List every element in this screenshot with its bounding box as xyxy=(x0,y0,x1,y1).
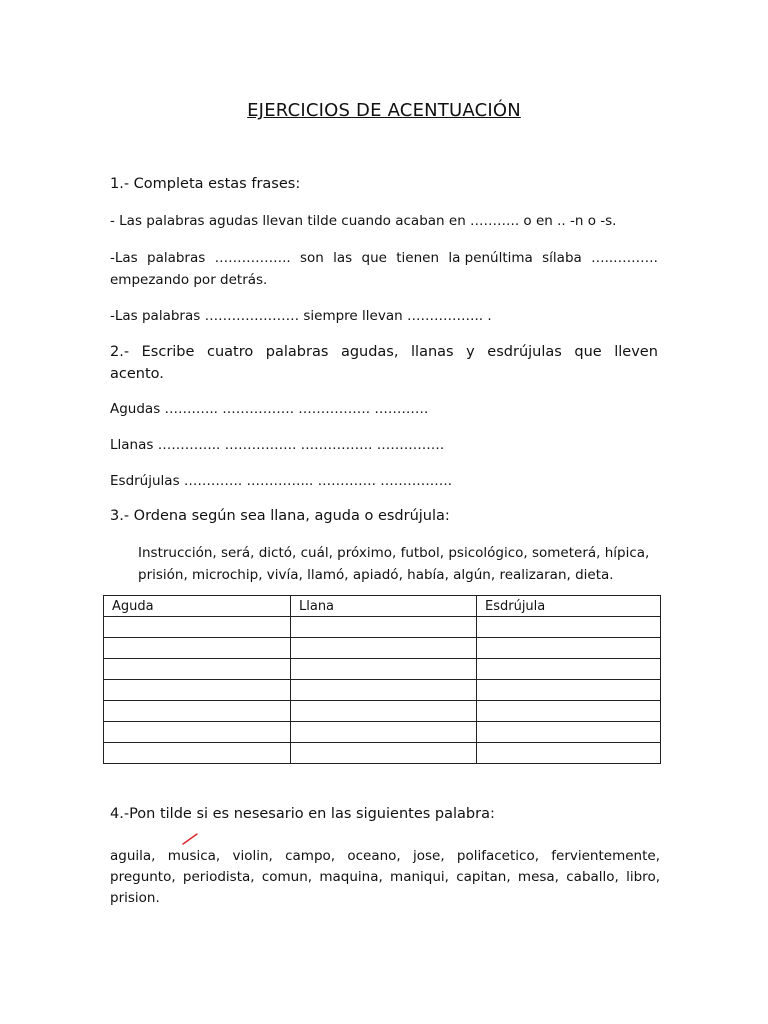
table-row xyxy=(104,701,661,722)
table-cell[interactable] xyxy=(291,617,477,638)
exercise-2-heading-continuation: acento. xyxy=(110,366,164,382)
table-row xyxy=(104,638,661,659)
word: …..………. xyxy=(591,250,658,266)
table-cell[interactable] xyxy=(104,701,291,722)
exercise-1-heading: 1.- Completa estas frases: xyxy=(110,176,301,192)
llanas-line: Llanas ………….. ……………. ……………. …………… xyxy=(110,437,445,453)
table-cell[interactable] xyxy=(477,722,661,743)
word: que xyxy=(574,344,602,360)
word-list-line-1: Instrucción, será, dictó, cuál, próximo, futbol, psicológico, someterá, hípica, xyxy=(138,545,650,561)
word: palabras xyxy=(147,250,206,266)
table-row xyxy=(104,743,661,764)
table-cell[interactable] xyxy=(291,743,477,764)
table-body xyxy=(104,617,661,764)
agudas-line: Agudas …….….. ……………. ……………. ………… xyxy=(110,401,429,417)
table-cell[interactable] xyxy=(291,659,477,680)
table-header-row xyxy=(104,596,661,617)
table-cell[interactable] xyxy=(104,638,291,659)
table-cell[interactable] xyxy=(291,638,477,659)
exercise-2-heading-first-line xyxy=(110,341,658,363)
table-cell[interactable] xyxy=(477,680,661,701)
word: la penúltima xyxy=(448,250,533,266)
word: palabras xyxy=(265,344,329,360)
red-accent-mark xyxy=(181,832,201,846)
table-cell[interactable] xyxy=(291,701,477,722)
sentence-2-continuation: empezando por detrás. xyxy=(110,272,268,288)
table-cell[interactable] xyxy=(104,617,291,638)
header-llana: Llana xyxy=(291,596,477,617)
word: …………….. xyxy=(214,250,291,266)
exercise-4-word-list: aguila, musica, violin, campo, oceano, jose, polifacetico, fervientemente, pregunto, periodista, comun, maquina, maniqui, capitan, mesa, caballo, libro, prision. xyxy=(110,848,660,906)
table-cell[interactable] xyxy=(104,659,291,680)
word: tienen xyxy=(396,250,440,266)
sentence-2-first-line xyxy=(110,247,658,269)
word: Escribe xyxy=(141,344,195,360)
exercise-1-sentence-3: -Las palabras ………………… siempre llevan …………….. . xyxy=(110,308,492,324)
word: agudas, xyxy=(340,344,399,360)
word: son xyxy=(299,250,324,266)
word: esdrújulas xyxy=(487,344,562,360)
exercise-1-sentence-2 xyxy=(110,247,658,291)
exercise-3-word-list xyxy=(138,542,678,586)
word: 2.- xyxy=(110,344,130,360)
table-cell[interactable] xyxy=(104,743,291,764)
table-cell[interactable] xyxy=(291,722,477,743)
word: las xyxy=(333,250,353,266)
table-cell[interactable] xyxy=(104,680,291,701)
word: -Las xyxy=(110,250,138,266)
header-aguda: Aguda xyxy=(104,596,291,617)
header-esdrujula: Esdrújula xyxy=(477,596,661,617)
classification-table xyxy=(103,595,661,764)
table-row xyxy=(104,722,661,743)
table-row xyxy=(104,680,661,701)
table-row xyxy=(104,659,661,680)
table-cell[interactable] xyxy=(104,722,291,743)
word: que xyxy=(361,250,387,266)
esdrujulas-line: Esdrújulas …………. …………... …………. ……………. xyxy=(110,473,453,489)
table-cell[interactable] xyxy=(477,743,661,764)
exercise-4-heading: 4.-Pon tilde si es nesesario en las siguientes palabra: xyxy=(110,806,495,822)
table-cell[interactable] xyxy=(477,617,661,638)
table-row xyxy=(104,617,661,638)
table-cell[interactable] xyxy=(477,638,661,659)
table-cell[interactable] xyxy=(477,659,661,680)
page-title: EJERCICIOS DE ACENTUACIÓN xyxy=(247,100,521,121)
word: llanas xyxy=(411,344,454,360)
word: lleven xyxy=(614,344,658,360)
exercise-1-sentence-1: - Las palabras agudas llevan tilde cuando acaban en ……….. o en .. -n o -s. xyxy=(110,213,617,229)
table-cell[interactable] xyxy=(477,701,661,722)
word: y xyxy=(466,344,475,360)
word: cuatro xyxy=(206,344,254,360)
exercise-2-heading xyxy=(110,341,658,385)
word-list-line-2: prisión, microchip, vivía, llamó, apiadó, había, algún, realizaran, dieta. xyxy=(138,567,614,583)
exercise-3-heading: 3.- Ordena según sea llana, aguda o esdrújula: xyxy=(110,508,450,524)
table-cell[interactable] xyxy=(291,680,477,701)
word: sílaba xyxy=(542,250,582,266)
